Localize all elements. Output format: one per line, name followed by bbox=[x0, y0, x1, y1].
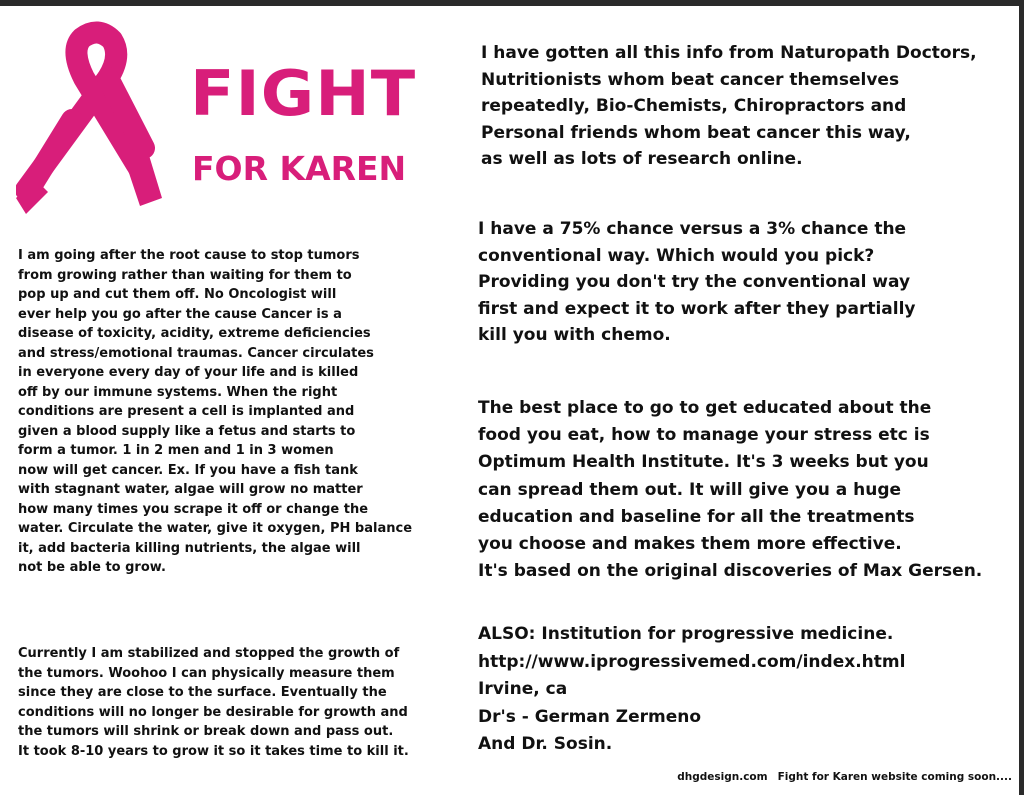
title-for-karen: FOR KAREN bbox=[192, 149, 407, 188]
status-paragraph: Currently I am stabilized and stopped the growth of the tumors. Woohoo I can physically measure them since they are close to the surface. Eventually the conditions will no longer be desirable for growth and the tumors will shrink or break down and pass out. It took 8-10 years to grow it so it takes time to kill it. bbox=[18, 646, 409, 759]
footer-note: Fight for Karen website coming soon.... bbox=[777, 771, 1012, 783]
title-fight: FIGHT bbox=[190, 57, 417, 130]
sources-paragraph: I have gotten all this info from Naturopath Doctors, Nutritionists whom beat cancer themselves repeatedly, Bio-Chemists, Chiropractors and Personal friends whom beat cancer this way, as well as lots of research online. bbox=[481, 43, 977, 169]
chance-paragraph: I have a 75% chance versus a 3% chance the conventional way. Which would you pick? Providing you don't try the conventional way first and expect it to work after they partially kill you with chemo. bbox=[478, 219, 916, 345]
also-paragraph: ALSO: Institution for progressive medicine. http://www.iprogressivemed.com/index.html Irvine, ca Dr's - German Zermeno And Dr. Sosin. bbox=[478, 624, 906, 754]
institute-paragraph: The best place to go to get educated about the food you eat, how to manage your stress etc is Optimum Health Institute. It's 3 weeks but you can spread them out. It will give you a huge education and baseline for all the treatments you choose and makes them more effective. It's based on the original discoveries of Max Gersen. bbox=[478, 398, 983, 582]
pink-ribbon-icon bbox=[16, 20, 166, 220]
footer-site: dhgdesign.com bbox=[677, 771, 768, 783]
top-border bbox=[0, 0, 1024, 6]
root-cause-paragraph: I am going after the root cause to stop tumors from growing rather than waiting for them to pop up and cut them off. No Oncologist will ever help you go after the cause Cancer is a disease of toxicity, acidity, extreme deficiencies and stress/emotional traumas. Cancer circulates in everyone every day of your life and is killed off by our immune systems. When the right conditions are present a cell is implanted and given a blood supply like a fetus and starts to form a tumor. 1 in 2 men and 1 in 3 women now will get cancer. Ex. If you have a fish tank with stagnant water, algae will grow no matter how many times you scrape it off or change the water. Circulate the water, give it oxygen, PH balance it, add bacteria killing nutrients, the algae will not be able to grow. bbox=[18, 248, 413, 575]
footer-credit bbox=[677, 770, 1012, 784]
